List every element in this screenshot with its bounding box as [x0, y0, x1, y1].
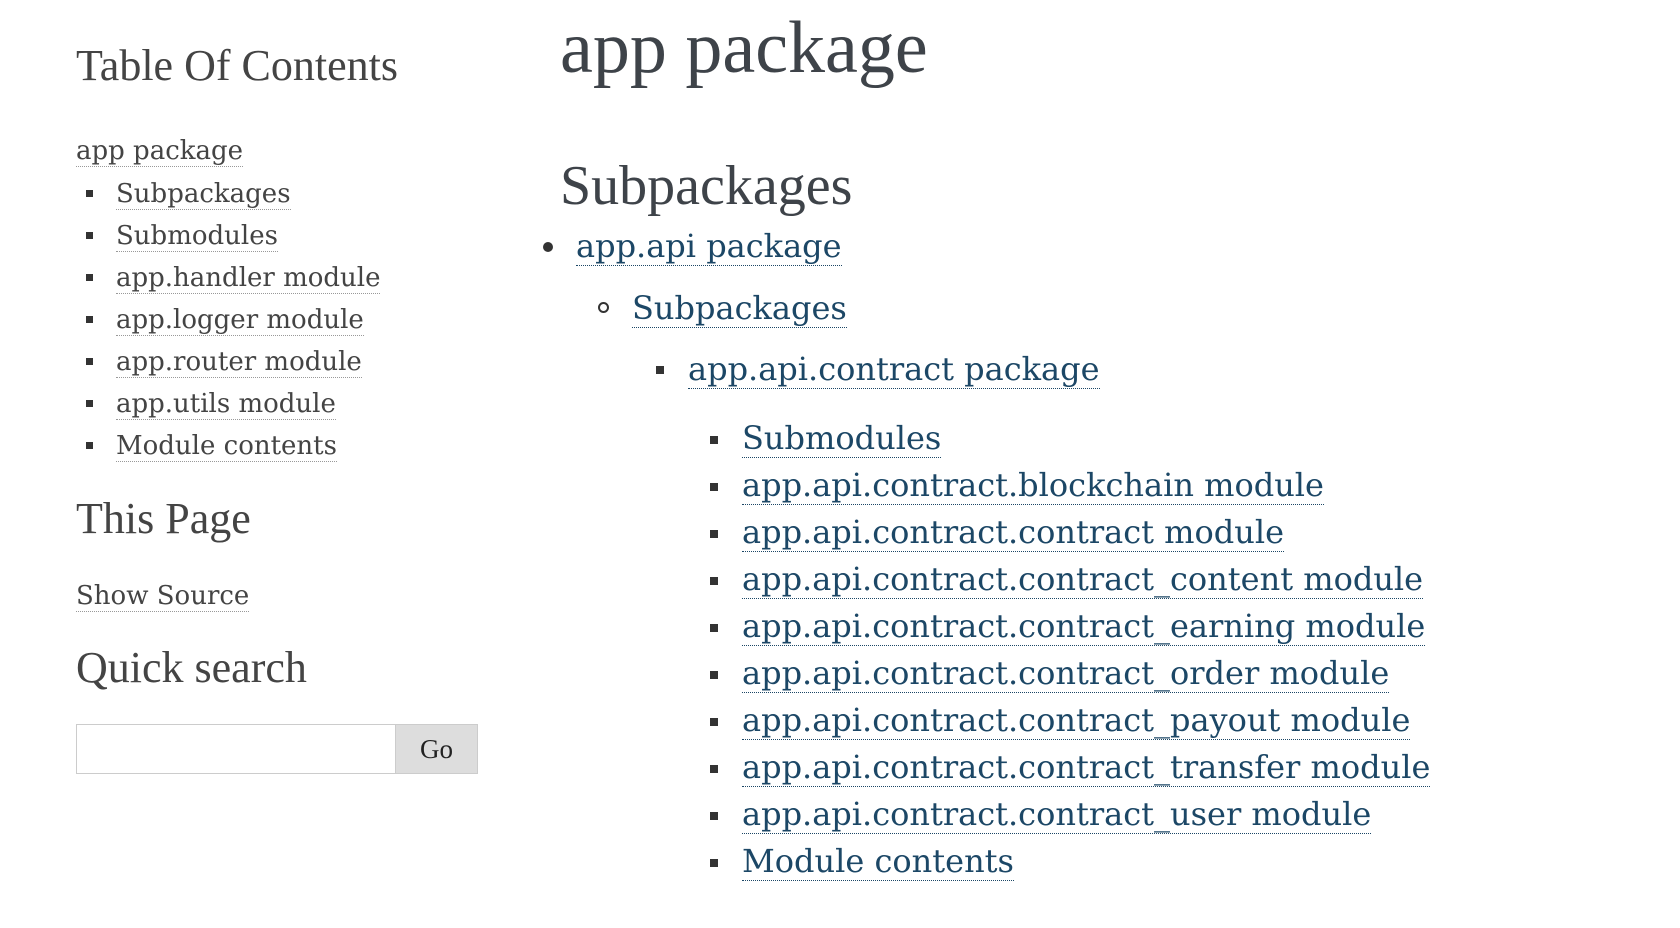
- list-item: [742, 700, 1680, 747]
- toc-item: [76, 215, 496, 257]
- toc-item: [76, 173, 496, 215]
- contract-package-item: [688, 349, 1680, 389]
- square-bullet-icon: [710, 530, 718, 538]
- list-item: [742, 606, 1680, 653]
- toc-item: [76, 341, 496, 383]
- quick-search-title: Quick search: [76, 642, 307, 692]
- list-item: [742, 653, 1680, 700]
- square-bullet-icon: [710, 765, 718, 773]
- toc-item: [76, 425, 496, 467]
- square-bullet-icon: [656, 366, 664, 374]
- contract-content-link[interactable]: app.api.contract.contract_content module: [742, 560, 1424, 598]
- toc-title: Table Of Contents: [76, 41, 398, 90]
- contract-module-list: [742, 418, 1680, 888]
- contract-blockchain-link[interactable]: app.api.contract.blockchain module: [742, 466, 1324, 504]
- go-button[interactable]: Go: [396, 724, 478, 774]
- toc-root-link[interactable]: app package: [76, 135, 244, 166]
- list-item: [742, 794, 1680, 841]
- list-item: [742, 559, 1680, 606]
- search-input[interactable]: [76, 724, 396, 774]
- toc-link-submodules[interactable]: Submodules: [116, 220, 278, 251]
- api-subpackages-link[interactable]: Subpackages: [632, 289, 847, 327]
- list-item: [742, 465, 1680, 512]
- api-package-link[interactable]: app.api package: [576, 227, 842, 265]
- square-bullet-icon: [86, 358, 93, 365]
- contract-contract-link[interactable]: app.api.contract.contract module: [742, 513, 1285, 551]
- circle-bullet-icon: [598, 302, 609, 313]
- square-bullet-icon: [710, 859, 718, 867]
- square-bullet-icon: [86, 442, 93, 449]
- sidebar: [76, 40, 496, 774]
- square-bullet-icon: [86, 190, 93, 197]
- section-title-subpackages: Subpackages: [560, 155, 853, 217]
- contract-user-link[interactable]: app.api.contract.contract_user module: [742, 795, 1372, 833]
- api-subpackages-item: [632, 288, 1680, 328]
- show-source-item: [76, 576, 496, 616]
- contract-earning-link[interactable]: app.api.contract.contract_earning module: [742, 607, 1426, 645]
- square-bullet-icon: [710, 577, 718, 585]
- contract-submodules-link[interactable]: Submodules: [742, 419, 942, 457]
- square-bullet-icon: [710, 671, 718, 679]
- toc-item: [76, 257, 496, 299]
- square-bullet-icon: [86, 316, 93, 323]
- contract-module-contents-link[interactable]: Module contents: [742, 842, 1014, 880]
- toc-link-handler[interactable]: app.handler module: [116, 262, 381, 293]
- contract-order-link[interactable]: app.api.contract.contract_order module: [742, 654, 1390, 692]
- square-bullet-icon: [86, 274, 93, 281]
- list-item: [742, 512, 1680, 559]
- api-package-item: [576, 226, 1676, 266]
- square-bullet-icon: [710, 483, 718, 491]
- contract-package-link[interactable]: app.api.contract package: [688, 350, 1100, 388]
- list-item: [742, 747, 1680, 794]
- this-page-title: This Page: [76, 493, 251, 543]
- square-bullet-icon: [710, 718, 718, 726]
- disc-bullet-icon: [543, 242, 553, 252]
- show-source-link[interactable]: Show Source: [76, 580, 250, 611]
- toc-item: [76, 383, 496, 425]
- toc-link-subpackages[interactable]: Subpackages: [116, 178, 291, 209]
- contract-payout-link[interactable]: app.api.contract.contract_payout module: [742, 701, 1411, 739]
- square-bullet-icon: [710, 624, 718, 632]
- toc-list: [76, 173, 496, 467]
- toc-link-router[interactable]: app.router module: [116, 346, 362, 377]
- toc-root-item: [76, 131, 496, 171]
- square-bullet-icon: [86, 232, 93, 239]
- page-title: app package: [560, 7, 928, 89]
- list-item: [742, 418, 1680, 465]
- toc-link-module-contents[interactable]: Module contents: [116, 430, 337, 461]
- square-bullet-icon: [86, 400, 93, 407]
- list-item: [742, 841, 1680, 888]
- square-bullet-icon: [710, 812, 718, 820]
- contract-transfer-link[interactable]: app.api.contract.contract_transfer module: [742, 748, 1431, 786]
- toc-item: [76, 299, 496, 341]
- toc-link-logger[interactable]: app.logger module: [116, 304, 364, 335]
- toc-link-utils[interactable]: app.utils module: [116, 388, 336, 419]
- main-content: [560, 0, 1660, 222]
- search-form: [76, 724, 496, 774]
- square-bullet-icon: [710, 436, 718, 444]
